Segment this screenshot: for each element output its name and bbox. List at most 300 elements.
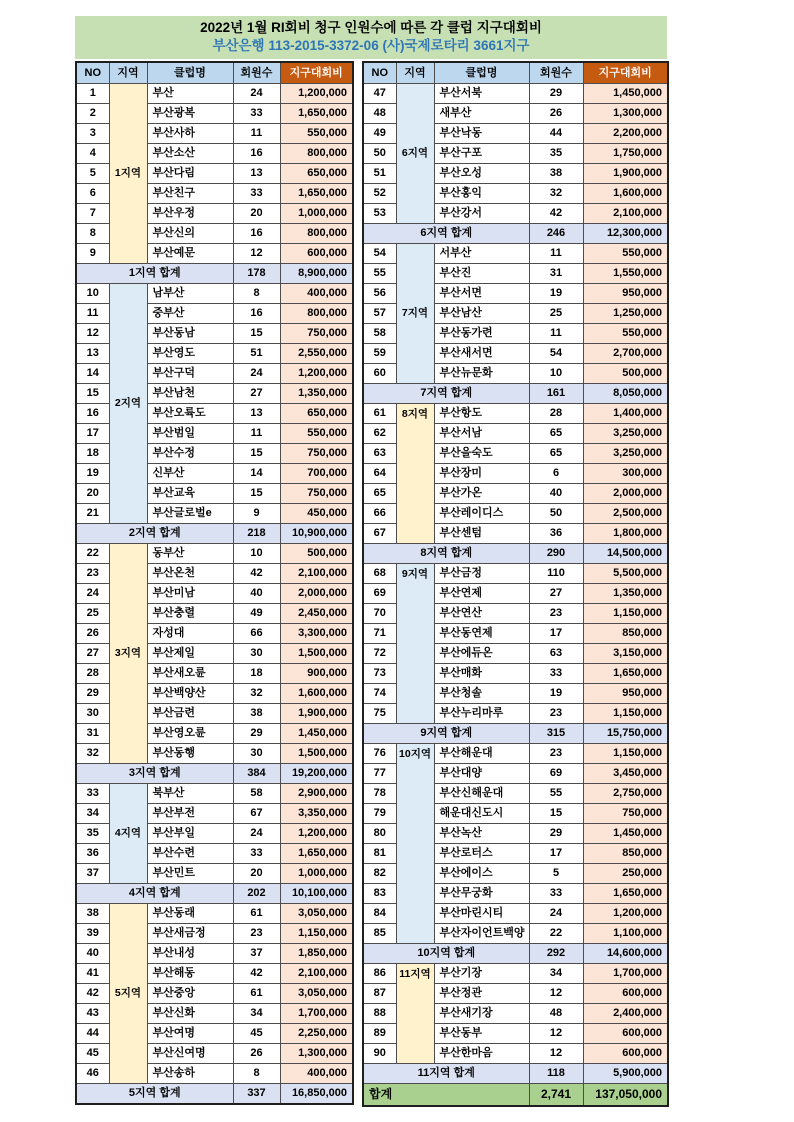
member-count-cell: 10	[529, 364, 583, 384]
subtotal-fee-cell: 15,750,000	[583, 724, 668, 744]
club-name-cell: 새부산	[434, 104, 529, 124]
member-count-cell: 19	[529, 684, 583, 704]
subtotal-row	[363, 384, 668, 404]
col-header-region: 지역	[109, 62, 147, 84]
club-name-cell: 부산영오륜	[147, 724, 233, 744]
subtotal-members-cell: 292	[529, 944, 583, 964]
no-cell: 60	[363, 364, 396, 384]
member-count-cell: 17	[529, 844, 583, 864]
member-count-cell: 24	[233, 824, 280, 844]
member-count-cell: 26	[529, 104, 583, 124]
club-name-cell: 부산연산	[434, 604, 529, 624]
club-name-cell: 부산새오륜	[147, 664, 233, 684]
club-name-cell: 신부산	[147, 464, 233, 484]
col-header-no: NO	[363, 62, 396, 84]
subtotal-members-cell: 337	[233, 1084, 280, 1105]
subtotal-row	[76, 1084, 353, 1105]
fee-cell: 3,150,000	[583, 644, 668, 664]
fee-cell: 1,650,000	[280, 184, 353, 204]
fee-cell: 550,000	[280, 424, 353, 444]
member-count-cell: 33	[529, 664, 583, 684]
member-count-cell: 49	[233, 604, 280, 624]
no-cell: 77	[363, 764, 396, 784]
member-count-cell: 34	[233, 1004, 280, 1024]
no-cell: 82	[363, 864, 396, 884]
club-name-cell: 부산금정	[434, 564, 529, 584]
club-name-cell: 부산수련	[147, 844, 233, 864]
no-cell: 16	[76, 404, 109, 424]
subtotal-fee-cell: 5,900,000	[583, 1064, 668, 1084]
subtotal-members-cell: 246	[529, 224, 583, 244]
club-table-left	[75, 61, 354, 1105]
club-name-cell: 부산대양	[434, 764, 529, 784]
col-header-fee: 지구대회비	[583, 62, 668, 84]
subtotal-row	[363, 724, 668, 744]
member-count-cell: 10	[233, 544, 280, 564]
region-cell: 6지역	[396, 84, 434, 224]
no-cell: 52	[363, 184, 396, 204]
member-count-cell: 20	[233, 864, 280, 884]
no-cell: 17	[76, 424, 109, 444]
member-count-cell: 16	[233, 304, 280, 324]
club-name-cell: 부산에이스	[434, 864, 529, 884]
member-count-cell: 17	[529, 624, 583, 644]
club-name-cell: 부산동남	[147, 324, 233, 344]
club-row	[76, 544, 353, 564]
member-count-cell: 5	[529, 864, 583, 884]
subtotal-row	[76, 524, 353, 544]
member-count-cell: 29	[529, 84, 583, 104]
club-name-cell: 부산진	[434, 264, 529, 284]
member-count-cell: 16	[233, 144, 280, 164]
subtotal-fee-cell: 8,900,000	[280, 264, 353, 284]
no-cell: 87	[363, 984, 396, 1004]
region-cell: 1지역	[109, 84, 147, 264]
subtotal-label-cell: 5지역 합계	[76, 1084, 233, 1105]
member-count-cell: 33	[233, 184, 280, 204]
club-name-cell: 부산민트	[147, 864, 233, 884]
subtotal-fee-cell: 12,300,000	[583, 224, 668, 244]
no-cell: 32	[76, 744, 109, 764]
member-count-cell: 22	[529, 924, 583, 944]
no-cell: 7	[76, 204, 109, 224]
club-name-cell: 부산사하	[147, 124, 233, 144]
col-header-fee: 지구대회비	[280, 62, 353, 84]
fee-cell: 1,500,000	[280, 644, 353, 664]
member-count-cell: 35	[529, 144, 583, 164]
subtotal-fee-cell: 19,200,000	[280, 764, 353, 784]
no-cell: 71	[363, 624, 396, 644]
subtotal-row	[76, 264, 353, 284]
no-cell: 21	[76, 504, 109, 524]
no-cell: 83	[363, 884, 396, 904]
fee-cell: 3,050,000	[280, 984, 353, 1004]
club-name-cell: 부산신여명	[147, 1044, 233, 1064]
subtotal-row	[76, 764, 353, 784]
subtotal-row	[363, 1064, 668, 1084]
subtotal-members-cell: 161	[529, 384, 583, 404]
fee-cell: 1,000,000	[280, 204, 353, 224]
club-name-cell: 부산수정	[147, 444, 233, 464]
fee-cell: 1,150,000	[280, 924, 353, 944]
club-name-cell: 부산가온	[434, 484, 529, 504]
no-cell: 13	[76, 344, 109, 364]
club-name-cell: 부산동가련	[434, 324, 529, 344]
fee-cell: 1,450,000	[583, 824, 668, 844]
region-cell: 5지역	[109, 904, 147, 1084]
subtotal-members-cell: 315	[529, 724, 583, 744]
club-name-cell: 부산로터스	[434, 844, 529, 864]
no-cell: 48	[363, 104, 396, 124]
fee-cell: 2,550,000	[280, 344, 353, 364]
fee-cell: 850,000	[583, 624, 668, 644]
club-name-cell: 부산소산	[147, 144, 233, 164]
fee-cell: 2,400,000	[583, 1004, 668, 1024]
no-cell: 58	[363, 324, 396, 344]
club-name-cell: 부산낙동	[434, 124, 529, 144]
subtotal-label-cell: 7지역 합계	[363, 384, 529, 404]
club-row	[76, 284, 353, 304]
club-name-cell: 부산남산	[434, 304, 529, 324]
member-count-cell: 8	[233, 1064, 280, 1084]
club-name-cell: 부산오성	[434, 164, 529, 184]
subtotal-fee-cell: 8,050,000	[583, 384, 668, 404]
club-name-cell: 부산온천	[147, 564, 233, 584]
club-name-cell: 서부산	[434, 244, 529, 264]
club-name-cell: 부산우정	[147, 204, 233, 224]
member-count-cell: 26	[233, 1044, 280, 1064]
club-name-cell: 부산서북	[434, 84, 529, 104]
member-count-cell: 30	[233, 644, 280, 664]
club-name-cell: 부산새기장	[434, 1004, 529, 1024]
member-count-cell: 15	[529, 804, 583, 824]
fee-cell: 750,000	[280, 444, 353, 464]
no-cell: 75	[363, 704, 396, 724]
club-name-cell: 해운대신도시	[434, 804, 529, 824]
subtotal-label-cell: 8지역 합계	[363, 544, 529, 564]
fee-cell: 1,450,000	[280, 724, 353, 744]
no-cell: 89	[363, 1024, 396, 1044]
member-count-cell: 16	[233, 224, 280, 244]
club-name-cell: 부산광복	[147, 104, 233, 124]
region-cell: 10지역	[396, 744, 434, 944]
fee-cell: 1,000,000	[280, 864, 353, 884]
club-name-cell: 부산동연제	[434, 624, 529, 644]
club-name-cell: 부산매화	[434, 664, 529, 684]
fee-cell: 1,650,000	[583, 884, 668, 904]
member-count-cell: 29	[529, 824, 583, 844]
club-row	[363, 744, 668, 764]
no-cell: 90	[363, 1044, 396, 1064]
member-count-cell: 55	[529, 784, 583, 804]
fee-cell: 2,250,000	[280, 1024, 353, 1044]
member-count-cell: 23	[529, 744, 583, 764]
member-count-cell: 61	[233, 984, 280, 1004]
no-cell: 43	[76, 1004, 109, 1024]
no-cell: 18	[76, 444, 109, 464]
region-cell: 11지역	[396, 964, 434, 1064]
club-name-cell: 중부산	[147, 304, 233, 324]
club-name-cell: 부산중앙	[147, 984, 233, 1004]
fee-cell: 3,050,000	[280, 904, 353, 924]
club-name-cell: 부산충렬	[147, 604, 233, 624]
member-count-cell: 18	[233, 664, 280, 684]
fee-cell: 600,000	[583, 984, 668, 1004]
no-cell: 51	[363, 164, 396, 184]
tables-container	[75, 61, 794, 1107]
fee-cell: 1,150,000	[583, 704, 668, 724]
column-header-row	[76, 62, 353, 84]
col-header-members: 회원수	[233, 62, 280, 84]
club-name-cell: 부산서남	[434, 424, 529, 444]
member-count-cell: 51	[233, 344, 280, 364]
club-row	[76, 84, 353, 104]
page-header-band	[75, 16, 667, 59]
subtotal-label-cell: 6지역 합계	[363, 224, 529, 244]
col-header-region: 지역	[396, 62, 434, 84]
member-count-cell: 11	[233, 424, 280, 444]
fee-cell: 1,650,000	[280, 844, 353, 864]
member-count-cell: 23	[233, 924, 280, 944]
club-name-cell: 부산새서면	[434, 344, 529, 364]
club-name-cell: 부산신해운대	[434, 784, 529, 804]
fee-cell: 800,000	[280, 144, 353, 164]
no-cell: 67	[363, 524, 396, 544]
fee-cell: 1,900,000	[583, 164, 668, 184]
fee-cell: 1,900,000	[280, 704, 353, 724]
fee-cell: 1,200,000	[280, 364, 353, 384]
member-count-cell: 15	[233, 484, 280, 504]
no-cell: 20	[76, 484, 109, 504]
fee-cell: 650,000	[280, 404, 353, 424]
member-count-cell: 12	[529, 1044, 583, 1064]
club-name-cell: 부산여명	[147, 1024, 233, 1044]
no-cell: 72	[363, 644, 396, 664]
subtotal-label-cell: 9지역 합계	[363, 724, 529, 744]
club-name-cell: 부산항도	[434, 404, 529, 424]
no-cell: 46	[76, 1064, 109, 1084]
member-count-cell: 33	[529, 884, 583, 904]
member-count-cell: 20	[233, 204, 280, 224]
col-header-club: 클럽명	[434, 62, 529, 84]
club-row	[363, 964, 668, 984]
no-cell: 3	[76, 124, 109, 144]
club-name-cell: 부산센텀	[434, 524, 529, 544]
club-name-cell: 부산뉴문화	[434, 364, 529, 384]
club-name-cell: 부산해동	[147, 964, 233, 984]
fee-cell: 3,450,000	[583, 764, 668, 784]
fee-cell: 250,000	[583, 864, 668, 884]
subtotal-members-cell: 118	[529, 1064, 583, 1084]
club-name-cell: 부산백양산	[147, 684, 233, 704]
no-cell: 25	[76, 604, 109, 624]
page-title: 2022년 1월 RI회비 청구 인원수에 따른 각 클럽 지구대회비	[200, 20, 542, 35]
subtotal-members-cell: 202	[233, 884, 280, 904]
no-cell: 11	[76, 304, 109, 324]
no-cell: 76	[363, 744, 396, 764]
member-count-cell: 12	[529, 1024, 583, 1044]
subtotal-row	[76, 884, 353, 904]
club-row	[363, 244, 668, 264]
no-cell: 23	[76, 564, 109, 584]
club-name-cell: 부산범일	[147, 424, 233, 444]
region-cell: 7지역	[396, 244, 434, 384]
fee-cell: 550,000	[583, 324, 668, 344]
fee-cell: 750,000	[280, 324, 353, 344]
no-cell: 62	[363, 424, 396, 444]
club-name-cell: 부산한마음	[434, 1044, 529, 1064]
subtotal-members-cell: 218	[233, 524, 280, 544]
fee-cell: 1,200,000	[583, 904, 668, 924]
subtotal-fee-cell: 14,600,000	[583, 944, 668, 964]
no-cell: 86	[363, 964, 396, 984]
subtotal-fee-cell: 10,900,000	[280, 524, 353, 544]
club-name-cell: 부산에듀온	[434, 644, 529, 664]
fee-cell: 750,000	[280, 484, 353, 504]
fee-cell: 2,750,000	[583, 784, 668, 804]
fee-cell: 2,200,000	[583, 124, 668, 144]
region-cell: 2지역	[109, 284, 147, 524]
club-name-cell: 부산홍익	[434, 184, 529, 204]
no-cell: 14	[76, 364, 109, 384]
no-cell: 41	[76, 964, 109, 984]
fee-cell: 550,000	[583, 244, 668, 264]
fee-cell: 400,000	[280, 1064, 353, 1084]
no-cell: 70	[363, 604, 396, 624]
club-name-cell: 부산친구	[147, 184, 233, 204]
club-table-right	[362, 61, 669, 1107]
club-name-cell: 부산교육	[147, 484, 233, 504]
member-count-cell: 37	[233, 944, 280, 964]
member-count-cell: 12	[233, 244, 280, 264]
club-name-cell: 부산부전	[147, 804, 233, 824]
fee-cell: 600,000	[583, 1024, 668, 1044]
fee-cell: 1,200,000	[280, 824, 353, 844]
member-count-cell: 66	[233, 624, 280, 644]
no-cell: 30	[76, 704, 109, 724]
no-cell: 88	[363, 1004, 396, 1024]
bank-account-subtitle: 부산은행 113-2015-3372-06 (사)국제로타리 3661지구	[212, 38, 530, 53]
member-count-cell: 31	[529, 264, 583, 284]
fee-cell: 1,250,000	[583, 304, 668, 324]
no-cell: 66	[363, 504, 396, 524]
no-cell: 19	[76, 464, 109, 484]
club-name-cell: 부산자이언트백양	[434, 924, 529, 944]
member-count-cell: 25	[529, 304, 583, 324]
member-count-cell: 30	[233, 744, 280, 764]
fee-cell: 5,500,000	[583, 564, 668, 584]
club-name-cell: 부산영도	[147, 344, 233, 364]
subtotal-row	[363, 944, 668, 964]
club-name-cell: 부산금련	[147, 704, 233, 724]
club-name-cell: 부산을숙도	[434, 444, 529, 464]
no-cell: 33	[76, 784, 109, 804]
no-cell: 85	[363, 924, 396, 944]
fee-cell: 750,000	[583, 804, 668, 824]
no-cell: 34	[76, 804, 109, 824]
no-cell: 22	[76, 544, 109, 564]
no-cell: 56	[363, 284, 396, 304]
fee-cell: 900,000	[280, 664, 353, 684]
fee-cell: 500,000	[280, 544, 353, 564]
member-count-cell: 34	[529, 964, 583, 984]
club-name-cell: 부산남천	[147, 384, 233, 404]
fee-cell: 1,600,000	[280, 684, 353, 704]
club-name-cell: 부산동부	[434, 1024, 529, 1044]
member-count-cell: 23	[529, 604, 583, 624]
no-cell: 42	[76, 984, 109, 1004]
no-cell: 68	[363, 564, 396, 584]
member-count-cell: 61	[233, 904, 280, 924]
member-count-cell: 8	[233, 284, 280, 304]
no-cell: 80	[363, 824, 396, 844]
grand-total-fee-cell: 137,050,000	[583, 1084, 668, 1107]
member-count-cell: 23	[529, 704, 583, 724]
fee-cell: 1,100,000	[583, 924, 668, 944]
no-cell: 26	[76, 624, 109, 644]
member-count-cell: 40	[233, 584, 280, 604]
member-count-cell: 9	[233, 504, 280, 524]
club-name-cell: 부산내성	[147, 944, 233, 964]
member-count-cell: 32	[233, 684, 280, 704]
fee-cell: 1,350,000	[583, 584, 668, 604]
club-name-cell: 부산서면	[434, 284, 529, 304]
fee-cell: 2,900,000	[280, 784, 353, 804]
no-cell: 10	[76, 284, 109, 304]
member-count-cell: 11	[233, 124, 280, 144]
no-cell: 65	[363, 484, 396, 504]
no-cell: 4	[76, 144, 109, 164]
member-count-cell: 14	[233, 464, 280, 484]
member-count-cell: 33	[233, 104, 280, 124]
no-cell: 78	[363, 784, 396, 804]
member-count-cell: 6	[529, 464, 583, 484]
fee-cell: 2,700,000	[583, 344, 668, 364]
subtotal-members-cell: 178	[233, 264, 280, 284]
no-cell: 24	[76, 584, 109, 604]
fee-cell: 1,550,000	[583, 264, 668, 284]
member-count-cell: 54	[529, 344, 583, 364]
member-count-cell: 42	[529, 204, 583, 224]
subtotal-row	[363, 224, 668, 244]
club-name-cell: 동부산	[147, 544, 233, 564]
fee-cell: 550,000	[280, 124, 353, 144]
no-cell: 37	[76, 864, 109, 884]
col-header-no: NO	[76, 62, 109, 84]
club-name-cell: 부산누리마루	[434, 704, 529, 724]
no-cell: 61	[363, 404, 396, 424]
no-cell: 57	[363, 304, 396, 324]
club-name-cell: 부산구포	[434, 144, 529, 164]
fee-cell: 950,000	[583, 684, 668, 704]
club-name-cell: 부산새금정	[147, 924, 233, 944]
fee-cell: 2,100,000	[280, 564, 353, 584]
no-cell: 15	[76, 384, 109, 404]
subtotal-fee-cell: 16,850,000	[280, 1084, 353, 1105]
member-count-cell: 15	[233, 444, 280, 464]
member-count-cell: 32	[529, 184, 583, 204]
club-name-cell: 북부산	[147, 784, 233, 804]
fee-cell: 1,150,000	[583, 744, 668, 764]
no-cell: 59	[363, 344, 396, 364]
no-cell: 6	[76, 184, 109, 204]
no-cell: 44	[76, 1024, 109, 1044]
no-cell: 74	[363, 684, 396, 704]
region-cell: 3지역	[109, 544, 147, 764]
member-count-cell: 36	[529, 524, 583, 544]
column-header-row	[363, 62, 668, 84]
fee-cell: 1,150,000	[583, 604, 668, 624]
